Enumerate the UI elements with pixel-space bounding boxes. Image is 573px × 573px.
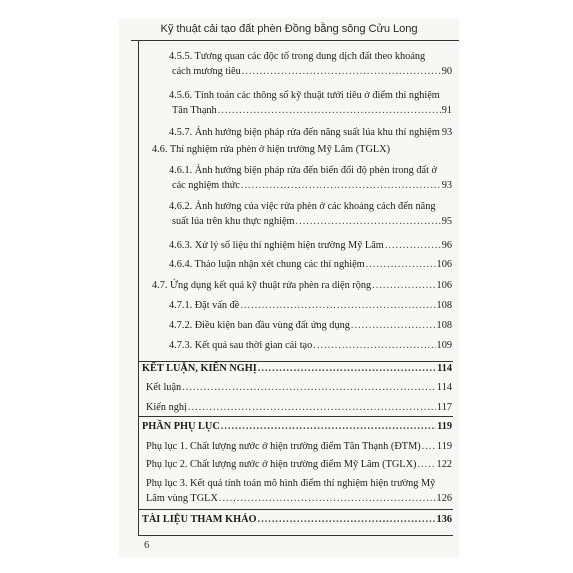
toc-entry-4-6-1[interactable] <box>169 165 452 192</box>
toc-left-rule-ketluan <box>138 361 139 416</box>
toc-page-number: 119 <box>436 441 452 452</box>
toc-entry-title-line1: 4.5.6. Tính toán các thông số kỹ thuật tưới tiêu ở điểm thí nghiệm <box>169 90 440 101</box>
dot-leader <box>372 280 435 292</box>
toc-entry-title: TÀI LIỆU THAM KHẢO <box>142 514 257 525</box>
toc-entry-tai-lieu-tham-khao[interactable] <box>142 514 452 526</box>
toc-left-rule-phuluc <box>138 416 139 509</box>
toc-entry-title: Kiến nghị <box>146 402 187 413</box>
toc-page-number: 109 <box>436 340 452 351</box>
toc-entry-title: 4.6.4. Thảo luận nhận xét chung các thí nghiệm <box>169 259 365 270</box>
dot-leader <box>258 514 436 526</box>
toc-entry-title: Phụ lục 1. Chất lượng nước ở hiện trường điểm Tân Thạnh (ĐTM) <box>146 441 421 452</box>
toc-entry-4-7-2[interactable] <box>169 320 452 332</box>
toc-entry-title: Kết luận <box>146 382 182 393</box>
rule-before-ketluan <box>138 361 453 362</box>
toc-entry-phu-luc-2[interactable] <box>146 459 452 471</box>
header-rule <box>131 40 459 41</box>
toc-page-number: 93 <box>441 127 453 138</box>
toc-entry-ket-luan-kien-nghi[interactable] <box>142 363 452 375</box>
dot-leader <box>240 300 435 312</box>
toc-entry-4-7-1[interactable] <box>169 300 452 312</box>
page-number: 6 <box>144 540 150 551</box>
rule-before-references <box>138 509 453 510</box>
dot-leader <box>385 240 441 252</box>
toc-entry-4-7-3[interactable] <box>169 340 452 352</box>
toc-page-number: 91 <box>441 105 452 116</box>
toc-page-number: 96 <box>441 240 452 251</box>
toc-page-number: 117 <box>436 402 452 413</box>
toc-entry-title: 4.7. Ứng dụng kết quả kỹ thuật rửa phèn ra diện rộng <box>152 280 372 291</box>
dot-leader <box>417 459 435 471</box>
dot-leader <box>351 320 436 332</box>
toc-entry-4-6-2[interactable] <box>169 201 452 228</box>
rule-bottom <box>138 535 453 536</box>
toc-page-number: 114 <box>436 382 452 393</box>
toc-entry-title-line1: Phụ lục 3. Kết quả tính toán mô hình điểm thí nghiệm hiện trường Mỹ <box>146 478 436 489</box>
dot-leader <box>258 363 436 375</box>
toc-entry-kien-nghi[interactable] <box>146 402 452 414</box>
toc-entry-title: 4.7.2. Điều kiện ban đầu vùng đất ứng dụng <box>169 320 350 331</box>
toc-page-number: 114 <box>437 363 452 374</box>
toc-page-number: 108 <box>436 320 452 331</box>
toc-entry-title: 4.6.3. Xử lý số liệu thí nghiệm hiện trường Mỹ Lâm <box>169 240 384 251</box>
toc-page-number: 106 <box>436 280 452 291</box>
toc-left-rule <box>138 41 139 361</box>
toc-entry-title: 4.7.1. Đặt vấn đề <box>169 300 240 311</box>
toc-entry-4-6[interactable] <box>152 144 452 156</box>
toc-page-number: 90 <box>441 66 452 77</box>
toc-entry-title: cách mương tiêu <box>172 66 241 77</box>
dot-leader <box>182 382 436 394</box>
toc-entry-4-7[interactable] <box>152 280 452 292</box>
dot-leader <box>366 259 436 271</box>
toc-entry-phu-luc-1[interactable] <box>146 441 452 453</box>
toc-entry-4-5-6[interactable] <box>169 90 452 117</box>
toc-entry-4-6-3[interactable] <box>169 240 452 252</box>
toc-entry-title: KẾT LUẬN, KIẾN NGHỊ <box>142 363 257 374</box>
toc-page-number: 95 <box>441 216 452 227</box>
toc-entry-phu-luc-3[interactable] <box>146 478 452 505</box>
toc-page-number: 106 <box>436 259 452 270</box>
toc-entry-4-5-7[interactable] <box>169 127 452 139</box>
running-header: Kỹ thuật cải tạo đất phèn Đồng bằng sông Cửu Long <box>160 23 418 35</box>
toc-entry-4-6-4[interactable] <box>169 259 452 271</box>
dot-leader <box>242 66 441 78</box>
toc-entry-title: 4.5.7. Ảnh hưởng biện pháp rửa đến năng suất lúa khu thí nghiệm <box>169 127 440 138</box>
toc-entry-title: 4.7.3. Kết quả sau thời gian cải tạo <box>169 340 313 351</box>
book-page <box>119 18 459 558</box>
dot-leader <box>241 180 441 192</box>
toc-entry-title: suất lúa trên khu thực nghiệm <box>172 216 295 227</box>
dot-leader <box>218 105 441 117</box>
dot-leader <box>422 441 436 453</box>
dot-leader <box>188 402 436 414</box>
toc-entry-title-line1: 4.6.1. Ảnh hưởng biện pháp rửa đến biến đổi độ phèn trong đất ở <box>169 165 437 176</box>
toc-entry-title-line1: 4.6.2. Ảnh hưởng của việc rửa phèn ở các khoảng cách đến năng <box>169 201 436 212</box>
toc-entry-title-line1: 4.5.5. Tương quan các độc tố trong dung dịch đất theo khoảng <box>169 51 426 62</box>
toc-entry-phan-phu-luc[interactable] <box>142 421 452 433</box>
toc-page-number: 119 <box>437 421 452 432</box>
toc-page-number: 122 <box>436 459 452 470</box>
dot-leader <box>221 421 436 433</box>
toc-entry-title: 4.6. Thí nghiệm rửa phèn ở hiện trường Mỹ Lâm (TGLX) <box>152 144 391 155</box>
rule-before-phuluc <box>138 416 453 417</box>
toc-entry-title: Lâm vùng TGLX <box>146 493 218 504</box>
toc-page-number: 93 <box>441 180 452 191</box>
dot-leader <box>296 216 441 228</box>
toc-page-number: 126 <box>436 493 452 504</box>
toc-entry-title: Phụ lục 2. Chất lượng nước ở hiện trường điểm Mỹ Lâm (TGLX) <box>146 459 417 470</box>
toc-entry-title: PHẦN PHỤ LỤC <box>142 421 220 432</box>
dot-leader <box>313 340 435 352</box>
toc-page-number: 136 <box>436 514 452 525</box>
toc-entry-title: Tân Thạnh <box>172 105 217 116</box>
toc-entry-ket-luan[interactable] <box>146 382 452 394</box>
toc-left-rule-references <box>138 509 139 535</box>
toc-entry-title: các nghiệm thức <box>172 180 240 191</box>
toc-entry-4-5-5[interactable] <box>169 51 452 78</box>
dot-leader <box>219 493 436 505</box>
toc-page-number: 108 <box>436 300 452 311</box>
